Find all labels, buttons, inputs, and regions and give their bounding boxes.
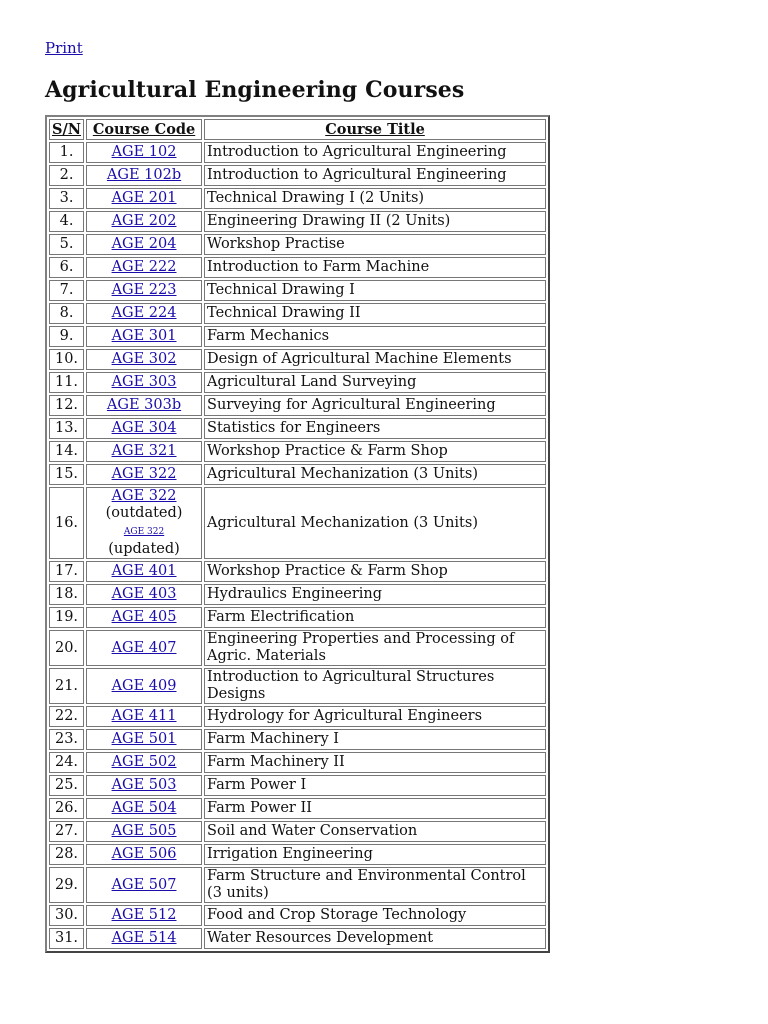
course-code-link[interactable]: AGE 223 <box>111 282 177 298</box>
row-course-code-cell <box>86 165 202 186</box>
row-serial-number: 31. <box>49 928 84 949</box>
row-course-code-cell <box>86 844 202 865</box>
print-link[interactable]: Print <box>45 39 83 57</box>
row-course-code-cell <box>86 280 202 301</box>
course-code-link[interactable]: AGE 501 <box>111 731 177 747</box>
row-course-code-cell <box>86 607 202 628</box>
table-row <box>49 561 546 582</box>
row-course-code-cell <box>86 821 202 842</box>
table-row <box>49 584 546 605</box>
table-row <box>49 487 546 559</box>
row-serial-number: 26. <box>49 798 84 819</box>
row-serial-number: 27. <box>49 821 84 842</box>
row-serial-number: 15. <box>49 464 84 485</box>
table-row <box>49 349 546 370</box>
row-serial-number: 23. <box>49 729 84 750</box>
row-course-code-cell <box>86 303 202 324</box>
row-course-code-cell <box>86 729 202 750</box>
table-row <box>49 142 546 163</box>
row-serial-number: 18. <box>49 584 84 605</box>
row-serial-number: 16. <box>49 487 84 559</box>
table-row <box>49 372 546 393</box>
course-code-note-updated: (updated) <box>108 541 180 557</box>
table-row <box>49 165 546 186</box>
row-serial-number: 17. <box>49 561 84 582</box>
row-serial-number: 11. <box>49 372 84 393</box>
row-course-code-cell <box>86 441 202 462</box>
row-serial-number: 9. <box>49 326 84 347</box>
row-course-title: Workshop Practice & Farm Shop <box>204 441 546 462</box>
row-course-code-cell <box>86 487 202 559</box>
course-code-link[interactable]: AGE 303 <box>111 374 177 390</box>
row-course-title: Farm Structure and Environmental Control (3 units) <box>204 867 546 903</box>
row-serial-number: 13. <box>49 418 84 439</box>
row-course-title: Farm Machinery II <box>204 752 546 773</box>
row-course-title: Technical Drawing I <box>204 280 546 301</box>
row-course-title: Irrigation Engineering <box>204 844 546 865</box>
course-code-link[interactable]: AGE 102b <box>106 167 182 183</box>
row-course-title: Workshop Practise <box>204 234 546 255</box>
row-course-title: Workshop Practice & Farm Shop <box>204 561 546 582</box>
row-course-code-cell <box>86 142 202 163</box>
row-serial-number: 24. <box>49 752 84 773</box>
table-header-row <box>49 119 546 140</box>
page-title: Agricultural Engineering Courses <box>45 77 465 103</box>
table-row <box>49 326 546 347</box>
course-code-link[interactable]: AGE 321 <box>111 443 177 459</box>
row-serial-number: 10. <box>49 349 84 370</box>
table-body <box>49 142 546 949</box>
course-code-link[interactable]: AGE 502 <box>111 754 177 770</box>
table-row <box>49 752 546 773</box>
table-row <box>49 821 546 842</box>
course-code-link[interactable]: AGE 503 <box>111 777 177 793</box>
course-code-link[interactable]: AGE 407 <box>111 639 177 656</box>
course-code-link[interactable]: AGE 505 <box>111 823 177 839</box>
row-course-code-cell <box>86 584 202 605</box>
course-code-link[interactable]: AGE 301 <box>111 328 177 344</box>
table-row <box>49 257 546 278</box>
table-row <box>49 303 546 324</box>
table-row <box>49 775 546 796</box>
column-header-sn: S/N <box>49 119 84 140</box>
course-code-link[interactable]: AGE 304 <box>111 420 177 436</box>
row-serial-number: 6. <box>49 257 84 278</box>
page <box>45 38 745 953</box>
table-row <box>49 729 546 750</box>
row-serial-number: 7. <box>49 280 84 301</box>
row-course-title: Engineering Properties and Processing of Agric. Materials <box>204 630 546 666</box>
row-serial-number: 25. <box>49 775 84 796</box>
row-course-code-cell <box>86 395 202 416</box>
row-course-title: Introduction to Agricultural Structures Designs <box>204 668 546 704</box>
course-code-link[interactable]: AGE 202 <box>111 213 177 229</box>
course-code-link[interactable]: AGE 512 <box>111 907 177 923</box>
course-code-link[interactable]: AGE 322 <box>111 466 177 482</box>
table-row <box>49 211 546 232</box>
row-course-title: Technical Drawing I (2 Units) <box>204 188 546 209</box>
row-course-code-cell <box>86 211 202 232</box>
row-course-code-cell <box>86 349 202 370</box>
row-serial-number: 20. <box>49 630 84 666</box>
row-course-code-cell <box>86 928 202 949</box>
course-code-link[interactable]: AGE 401 <box>111 563 177 579</box>
course-code-link[interactable]: AGE 201 <box>111 190 177 206</box>
row-course-title: Agricultural Mechanization (3 Units) <box>204 487 546 559</box>
row-course-title: Hydrology for Agricultural Engineers <box>204 706 546 727</box>
course-code-link[interactable]: AGE 204 <box>111 236 177 252</box>
row-course-title: Water Resources Development <box>204 928 546 949</box>
course-code-note: (outdated) <box>105 505 183 521</box>
row-course-code-cell <box>86 867 202 903</box>
row-course-code-cell <box>86 188 202 209</box>
row-serial-number: 14. <box>49 441 84 462</box>
row-course-title: Farm Electrification <box>204 607 546 628</box>
row-course-title: Surveying for Agricultural Engineering <box>204 395 546 416</box>
row-course-code-cell <box>86 905 202 926</box>
row-serial-number: 21. <box>49 668 84 704</box>
row-course-code-cell <box>86 561 202 582</box>
row-course-code-cell <box>86 706 202 727</box>
course-code-link[interactable]: AGE 322 <box>111 488 177 504</box>
row-course-title: Agricultural Mechanization (3 Units) <box>204 464 546 485</box>
row-serial-number: 19. <box>49 607 84 628</box>
course-code-link-updated[interactable]: AGE 322 <box>123 527 165 537</box>
row-serial-number: 1. <box>49 142 84 163</box>
row-course-title: Food and Crop Storage Technology <box>204 905 546 926</box>
row-serial-number: 8. <box>49 303 84 324</box>
row-course-title: Agricultural Land Surveying <box>204 372 546 393</box>
row-course-title: Hydraulics Engineering <box>204 584 546 605</box>
course-code-link[interactable]: AGE 302 <box>111 351 177 367</box>
table-row <box>49 928 546 949</box>
course-code-link[interactable]: AGE 405 <box>111 609 177 625</box>
table-row <box>49 234 546 255</box>
row-serial-number: 30. <box>49 905 84 926</box>
course-code-link[interactable]: AGE 411 <box>111 708 177 724</box>
row-course-title: Design of Agricultural Machine Elements <box>204 349 546 370</box>
table-row <box>49 188 546 209</box>
course-code-link[interactable]: AGE 403 <box>111 586 177 602</box>
table-row <box>49 280 546 301</box>
table-row <box>49 441 546 462</box>
row-serial-number: 4. <box>49 211 84 232</box>
course-code-link[interactable]: AGE 507 <box>111 876 177 893</box>
row-course-title: Introduction to Agricultural Engineering <box>204 142 546 163</box>
row-course-title: Farm Machinery I <box>204 729 546 750</box>
row-course-code-cell <box>86 752 202 773</box>
course-code-link[interactable]: AGE 409 <box>111 677 177 694</box>
row-serial-number: 5. <box>49 234 84 255</box>
row-course-title: Introduction to Agricultural Engineering <box>204 165 546 186</box>
table-row <box>49 607 546 628</box>
row-course-code-cell <box>86 630 202 666</box>
table-row <box>49 464 546 485</box>
row-serial-number: 12. <box>49 395 84 416</box>
row-course-code-cell <box>86 234 202 255</box>
row-course-title: Statistics for Engineers <box>204 418 546 439</box>
table-row <box>49 395 546 416</box>
course-code-link[interactable]: AGE 102 <box>111 144 177 160</box>
row-serial-number: 28. <box>49 844 84 865</box>
row-course-code-cell <box>86 798 202 819</box>
course-code-link[interactable]: AGE 222 <box>111 259 177 275</box>
row-course-code-cell <box>86 372 202 393</box>
course-code-link[interactable]: AGE 504 <box>111 800 177 816</box>
course-code-link[interactable]: AGE 224 <box>111 305 177 321</box>
row-serial-number: 3. <box>49 188 84 209</box>
table-row <box>49 706 546 727</box>
course-code-link[interactable]: AGE 303b <box>106 397 182 413</box>
row-serial-number: 22. <box>49 706 84 727</box>
row-serial-number: 29. <box>49 867 84 903</box>
course-code-link[interactable]: AGE 514 <box>111 930 177 946</box>
table-row <box>49 867 546 903</box>
table-row <box>49 630 546 666</box>
table-row <box>49 668 546 704</box>
row-course-code-cell <box>86 464 202 485</box>
table-row <box>49 418 546 439</box>
table-row <box>49 798 546 819</box>
row-course-code-cell <box>86 257 202 278</box>
row-course-title: Engineering Drawing II (2 Units) <box>204 211 546 232</box>
row-course-title: Farm Power II <box>204 798 546 819</box>
courses-table <box>45 115 550 953</box>
row-course-title: Soil and Water Conservation <box>204 821 546 842</box>
row-course-code-cell <box>86 668 202 704</box>
course-code-link[interactable]: AGE 506 <box>111 846 177 862</box>
row-course-title: Introduction to Farm Machine <box>204 257 546 278</box>
table-row <box>49 844 546 865</box>
table-row <box>49 905 546 926</box>
row-serial-number: 2. <box>49 165 84 186</box>
row-course-code-cell <box>86 418 202 439</box>
row-course-title: Technical Drawing II <box>204 303 546 324</box>
column-header-course-title: Course Title <box>204 119 546 140</box>
column-header-course-code: Course Code <box>86 119 202 140</box>
row-course-title: Farm Power I <box>204 775 546 796</box>
row-course-code-cell <box>86 326 202 347</box>
row-course-title: Farm Mechanics <box>204 326 546 347</box>
row-course-code-cell <box>86 775 202 796</box>
